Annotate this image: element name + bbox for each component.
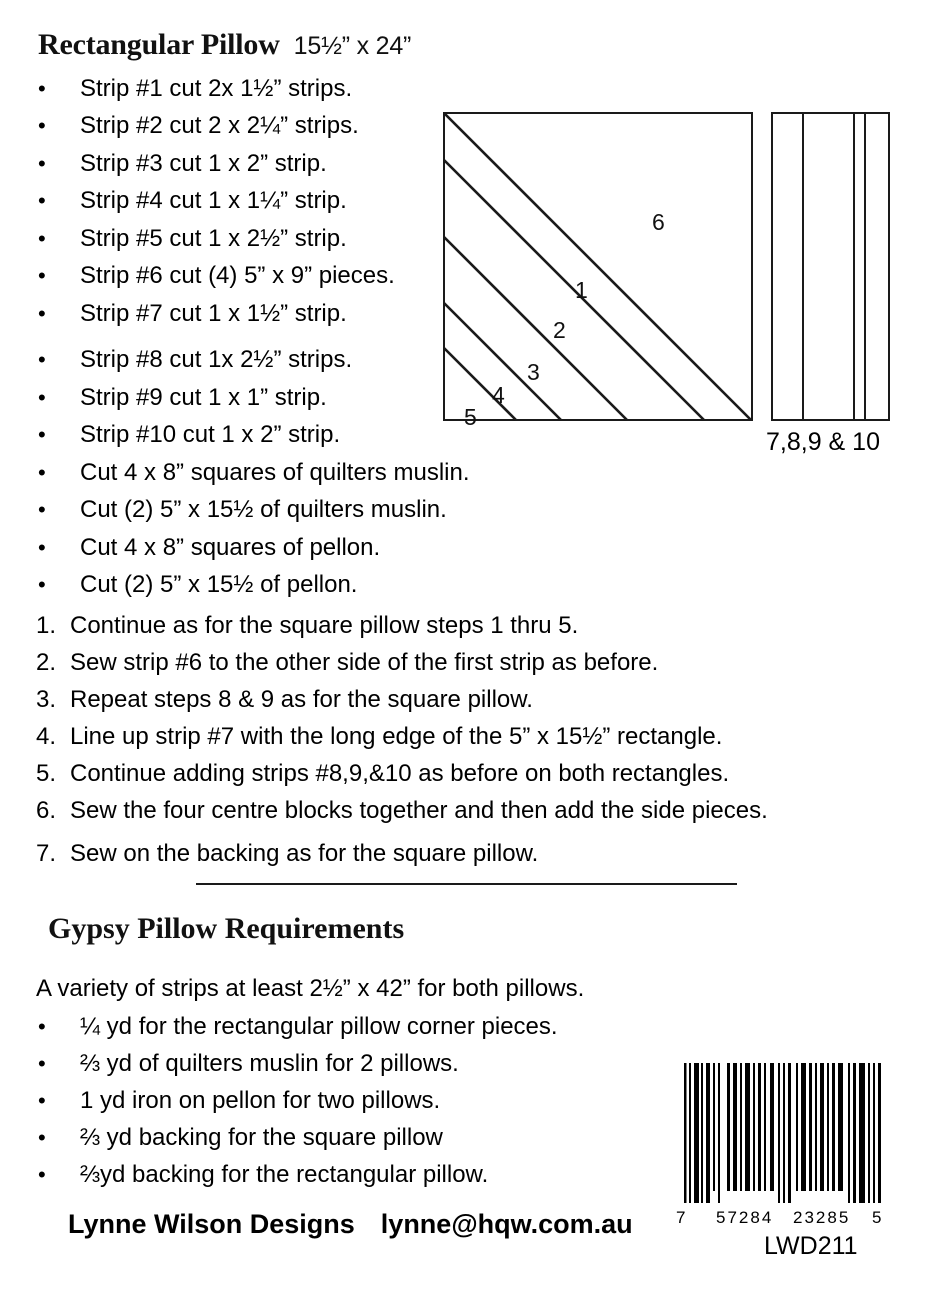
step-item (36, 723, 896, 760)
step-item (36, 649, 896, 686)
bullet-icon: • (38, 300, 46, 326)
bullet-icon: • (38, 1124, 46, 1150)
list-item-label: Strip #3 cut 1 x 2” strip. (80, 149, 327, 177)
bullet-icon: • (38, 384, 46, 410)
instruction-steps (36, 612, 896, 877)
list-item-label: Strip #7 cut 1 x 1½” strip. (80, 299, 347, 327)
page-title (38, 28, 411, 62)
contact-email: lynne@hqw.com.au (380, 1209, 633, 1239)
step-text: Sew the four centre blocks together and then add the side pieces. (70, 797, 768, 824)
list-item-label: Cut (2) 5” x 15½ of pellon. (80, 571, 358, 599)
step-text: Sew on the backing as for the square pillow. (70, 840, 539, 867)
step-number: 5. (36, 760, 57, 787)
section-divider (196, 883, 737, 885)
step-text: Line up strip #7 with the long edge of the 5” x 15½” rectangle. (70, 723, 723, 750)
bullet-icon: • (38, 188, 46, 214)
block-diagram-svg (440, 108, 900, 453)
bullet-icon: • (38, 497, 46, 523)
list-item (38, 1045, 698, 1082)
step-number: 7. (36, 840, 57, 867)
block-label-6: 6 (652, 209, 665, 235)
block-label-3: 3 (527, 359, 540, 385)
step-number: 2. (36, 649, 57, 676)
barcode-digit-right: 5 (872, 1208, 882, 1227)
step-text: Sew strip #6 to the other side of the first strip as before. (70, 649, 659, 676)
list-item-label: 1 yd iron on pellon for two pillows. (80, 1086, 441, 1114)
list-item (38, 1008, 698, 1045)
list-item-label: Strip #9 cut 1 x 1” strip. (80, 383, 327, 411)
page-title-dimensions: 15½” x 24” (293, 32, 412, 60)
list-item-label: Strip #5 cut 1 x 2½” strip. (80, 224, 347, 252)
bullet-icon: • (38, 572, 46, 598)
list-item-label: Strip #8 cut 1x 2½” strips. (80, 346, 353, 374)
list-item (38, 1119, 698, 1156)
bullet-icon: • (38, 113, 46, 139)
bullet-icon: • (38, 1161, 46, 1187)
block-label-2: 2 (553, 317, 566, 343)
strip-panel-caption: 7,8,9 & 10 (766, 428, 880, 456)
step-number: 3. (36, 686, 57, 713)
bullet-icon: • (38, 422, 46, 448)
bullet-icon: • (38, 1013, 46, 1039)
step-text: Continue adding strips #8,9,&10 as before on both rectangles. (70, 760, 730, 787)
step-text: Repeat steps 8 & 9 as for the square pillow. (70, 686, 533, 713)
barcode (676, 1063, 892, 1230)
barcode-group-one: 57284 (716, 1208, 774, 1227)
barcode-digits (676, 1208, 892, 1230)
list-item-label: Cut 4 x 8” squares of quilters muslin. (80, 458, 470, 486)
step-number: 1. (36, 612, 57, 639)
list-item-label: Strip #10 cut 1 x 2” strip. (80, 421, 341, 449)
step-item (36, 612, 896, 649)
barcode-group-two: 23285 (793, 1208, 851, 1227)
list-item (38, 567, 558, 605)
list-item-label: Cut 4 x 8” squares of pellon. (80, 533, 381, 561)
step-item (36, 760, 896, 797)
step-number: 6. (36, 797, 57, 824)
list-item (38, 1156, 698, 1193)
list-item-label: Strip #1 cut 2x 1½” strips. (80, 74, 353, 102)
list-item (38, 492, 558, 530)
list-item (38, 1082, 698, 1119)
bullet-icon: • (38, 263, 46, 289)
bullet-icon: • (38, 534, 46, 560)
company-name: Lynne Wilson Designs (68, 1209, 355, 1239)
step-text: Continue as for the square pillow steps 1 thru 5. (70, 612, 579, 639)
list-item-label: ⅔ yd backing for the square pillow (80, 1123, 443, 1151)
list-item-label: ¼ yd for the rectangular pillow corner pieces. (80, 1012, 558, 1040)
block-label-5: 5 (464, 404, 477, 430)
step-number: 4. (36, 723, 57, 750)
bullet-icon: • (38, 225, 46, 251)
list-item-label: ⅔ yd of quilters muslin for 2 pillows. (80, 1049, 459, 1077)
step-item (36, 840, 896, 877)
block-label-1: 1 (575, 277, 588, 303)
block-label-4: 4 (492, 382, 505, 408)
barcode-bars (676, 1063, 892, 1208)
gypsy-section-title: Gypsy Pillow Requirements (48, 912, 405, 945)
list-item-label: Strip #2 cut 2 x 2¼” strips. (80, 112, 359, 140)
list-item (38, 454, 558, 492)
footer (68, 1209, 633, 1240)
bullet-icon: • (38, 75, 46, 101)
step-item (36, 686, 896, 723)
gypsy-requirements-list (38, 1008, 698, 1193)
page-title-text: Rectangular Pillow (38, 28, 280, 61)
bullet-icon: • (38, 150, 46, 176)
list-item-label: ⅔yd backing for the rectangular pillow. (80, 1160, 489, 1188)
strip-panel-outline (772, 113, 889, 420)
gypsy-intro-text: A variety of strips at least 2½” x 42” for both pillows. (36, 975, 585, 1002)
bullet-icon: • (38, 1050, 46, 1076)
step-item (36, 797, 896, 834)
list-item (38, 529, 558, 567)
bullet-icon: • (38, 459, 46, 485)
list-item-label: Strip #6 cut (4) 5” x 9” pieces. (80, 262, 395, 290)
block-diagram (440, 108, 900, 453)
bullet-icon: • (38, 1087, 46, 1113)
barcode-sku: LWD211 (764, 1232, 858, 1260)
barcode-digit-left: 7 (676, 1208, 686, 1227)
bullet-icon: • (38, 347, 46, 373)
list-item-label: Cut (2) 5” x 15½ of quilters muslin. (80, 496, 447, 524)
list-item-label: Strip #4 cut 1 x 1¼” strip. (80, 187, 347, 215)
list-item (38, 70, 558, 108)
